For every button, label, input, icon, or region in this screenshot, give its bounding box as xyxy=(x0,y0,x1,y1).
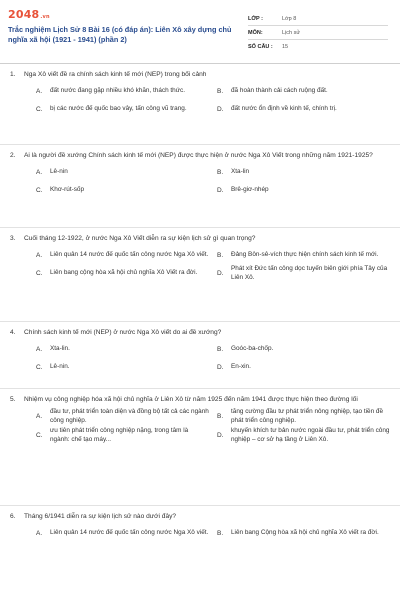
option-letter: C. xyxy=(36,105,43,113)
option-text: Lê-nin. xyxy=(50,362,70,370)
option-text: Đảng Bôn-sê-vích thực hiện chính sách kinh tế mới. xyxy=(231,250,379,258)
answer-options xyxy=(10,164,390,200)
option-letter: C. xyxy=(36,270,43,277)
answer-option-a[interactable] xyxy=(36,164,209,180)
logo-text: 2048 xyxy=(8,8,40,21)
answer-options xyxy=(10,83,390,119)
option-text: Phát xít Đức tấn công dọc tuyến biên giới phía Tây của Liên Xô. xyxy=(231,265,388,281)
document-meta xyxy=(248,12,388,54)
option-letter: A. xyxy=(36,345,43,353)
option-letter: C. xyxy=(36,432,43,439)
page-header xyxy=(0,0,400,64)
answer-option-d[interactable] xyxy=(217,182,390,198)
question-text: Nga Xô viết đề ra chính sách kinh tế mới (NEP) trong bối cảnh xyxy=(24,71,207,78)
option-text: đầu tư, phát triển toàn diện và đồng bộ tất cả các ngành công nghiệp. xyxy=(50,408,209,424)
option-text: ưu tiên phát triển công nghiệp nặng, trong tâm là ngành: chế tạo máy... xyxy=(50,427,189,443)
answer-option-b[interactable] xyxy=(217,164,390,180)
option-text: Xta-lin xyxy=(231,167,250,175)
question-stem xyxy=(10,70,390,79)
meta-label: MÔN: xyxy=(248,29,263,36)
answer-option-c[interactable] xyxy=(36,101,209,117)
answer-option-c[interactable] xyxy=(36,359,209,375)
question-stem xyxy=(10,328,390,337)
option-letter: C. xyxy=(36,186,43,194)
answer-option-c[interactable] xyxy=(36,182,209,198)
meta-value: Lớp 8 xyxy=(282,15,297,22)
question-4 xyxy=(0,322,400,389)
option-letter: D. xyxy=(217,432,224,439)
answer-options xyxy=(10,341,390,377)
option-letter: B. xyxy=(217,413,224,420)
question-stem xyxy=(10,234,390,243)
answer-option-a[interactable] xyxy=(36,341,209,357)
option-letter: D. xyxy=(217,270,224,277)
question-text: Chính sách kinh tế mới (NEP) ở nước Nga Xô viết do ai đề xướng? xyxy=(24,329,222,336)
option-letter: A. xyxy=(36,168,43,176)
answer-options xyxy=(10,408,390,446)
answer-option-a[interactable] xyxy=(36,83,209,99)
answer-option-a[interactable] xyxy=(36,408,209,425)
question-text: Tháng 6/1941 diễn ra sự kiện lịch sử nào dưới đây? xyxy=(24,513,177,520)
option-letter: D. xyxy=(217,186,224,194)
question-6 xyxy=(0,506,400,600)
question-5 xyxy=(0,389,400,506)
answer-option-a[interactable] xyxy=(36,525,209,541)
option-text: Lê-nin xyxy=(50,167,68,175)
option-text: Liên bang cộng hòa xã hội chủ nghĩa Xô Viết ra đời. xyxy=(50,269,198,277)
question-3 xyxy=(0,228,400,322)
question-text: Ai là người đề xướng Chính sách kinh tế mới (NEP) được thực hiện ở nước Nga Xô Viết trong những năm 1921-1925? xyxy=(24,152,373,159)
question-number: 6. xyxy=(10,513,16,520)
answer-option-d[interactable] xyxy=(217,427,390,444)
question-number: 2. xyxy=(10,152,16,159)
option-text: bị các nước đế quốc bao vây, tấn công vũ trang. xyxy=(50,104,187,112)
option-text: đất nước ổn định về kinh tế, chính trị. xyxy=(231,104,337,112)
question-number: 3. xyxy=(10,235,16,242)
option-letter: A. xyxy=(36,529,43,537)
option-letter: D. xyxy=(217,363,224,371)
option-text: khuyến khích tư bản nước ngoài đầu tư, phát triển công nghiệp – cơ sở hạ tầng ở Liên Xô. xyxy=(231,427,390,443)
document-title: Trắc nghiệm Lịch Sử 8 Bài 16 (có đáp án): Liên Xô xây dựng chủ nghĩa xã hội (1921 - 1941) (phần 2) xyxy=(8,25,232,44)
option-text: Liên bang Cộng hòa xã hội chủ nghĩa Xô viết ra đời. xyxy=(231,528,379,536)
answer-option-c[interactable] xyxy=(36,427,209,444)
option-letter: D. xyxy=(217,105,224,113)
question-stem xyxy=(10,512,390,521)
meta-value: Lịch sử xyxy=(282,29,301,36)
question-number: 5. xyxy=(10,396,16,403)
meta-row-class xyxy=(248,12,388,26)
meta-row-count xyxy=(248,40,388,54)
question-text: Nhiệm vụ công nghiệp hóa xã hội chủ nghĩa ở Liên Xô từ năm 1925 đến năm 1941 được thực hiện theo đường lối xyxy=(24,396,358,403)
meta-row-subject xyxy=(248,26,388,40)
option-text: Goóc-ba-chốp. xyxy=(231,344,274,352)
answer-option-d[interactable] xyxy=(217,265,390,282)
question-stem xyxy=(10,151,390,160)
option-text: đã hoàn thành cải cách ruộng đất. xyxy=(231,86,328,94)
option-letter: A. xyxy=(36,413,43,420)
option-letter: C. xyxy=(36,363,43,371)
option-letter: A. xyxy=(36,251,43,259)
answer-option-d[interactable] xyxy=(217,101,390,117)
question-stem xyxy=(10,395,390,404)
question-number: 1. xyxy=(10,71,16,78)
meta-label: SỐ CÂU : xyxy=(248,44,273,50)
option-letter: B. xyxy=(217,87,224,95)
option-letter: B. xyxy=(217,251,224,259)
option-text: Liên quân 14 nước đế quốc tấn công nước Nga Xô viết. xyxy=(50,528,209,536)
option-text: Brê-giơ-nhép xyxy=(231,185,269,193)
answer-option-d[interactable] xyxy=(217,359,390,375)
meta-label: LỚP : xyxy=(248,15,263,22)
option-text: Khơ-rút-sốp xyxy=(50,185,85,193)
option-letter: B. xyxy=(217,168,224,176)
question-text: Cuối tháng 12-1922, ở nước Nga Xô Viết diễn ra sự kiện lịch sử gì quan trọng? xyxy=(24,235,256,242)
question-number: 4. xyxy=(10,329,16,336)
meta-value: 15 xyxy=(282,44,289,50)
answer-option-b[interactable] xyxy=(217,525,390,541)
question-1 xyxy=(0,64,400,145)
answer-option-b[interactable] xyxy=(217,247,390,263)
option-letter: B. xyxy=(217,529,224,537)
answer-options xyxy=(10,525,390,543)
option-letter: B. xyxy=(217,345,224,353)
option-text: Xta-lin. xyxy=(50,344,70,352)
answer-option-b[interactable] xyxy=(217,408,390,425)
option-text: En-xin. xyxy=(231,362,251,370)
option-text: Liên quân 14 nước đế quốc tấn công nước Nga Xô viết. xyxy=(50,250,209,258)
option-letter: A. xyxy=(36,87,43,95)
answer-option-b[interactable] xyxy=(217,83,390,99)
answer-options xyxy=(10,247,390,284)
answer-option-c[interactable] xyxy=(36,265,209,282)
answer-option-b[interactable] xyxy=(217,341,390,357)
option-text: tăng cường đầu tư phát triển nông nghiệp, tạo tiền đề phát triển công nghiệp. xyxy=(231,408,384,424)
option-text: đất nước đang gặp nhiều khó khăn, thách thức. xyxy=(50,86,185,94)
question-2 xyxy=(0,145,400,228)
answer-option-a[interactable] xyxy=(36,247,209,263)
logo-suffix: .vn xyxy=(40,14,50,20)
